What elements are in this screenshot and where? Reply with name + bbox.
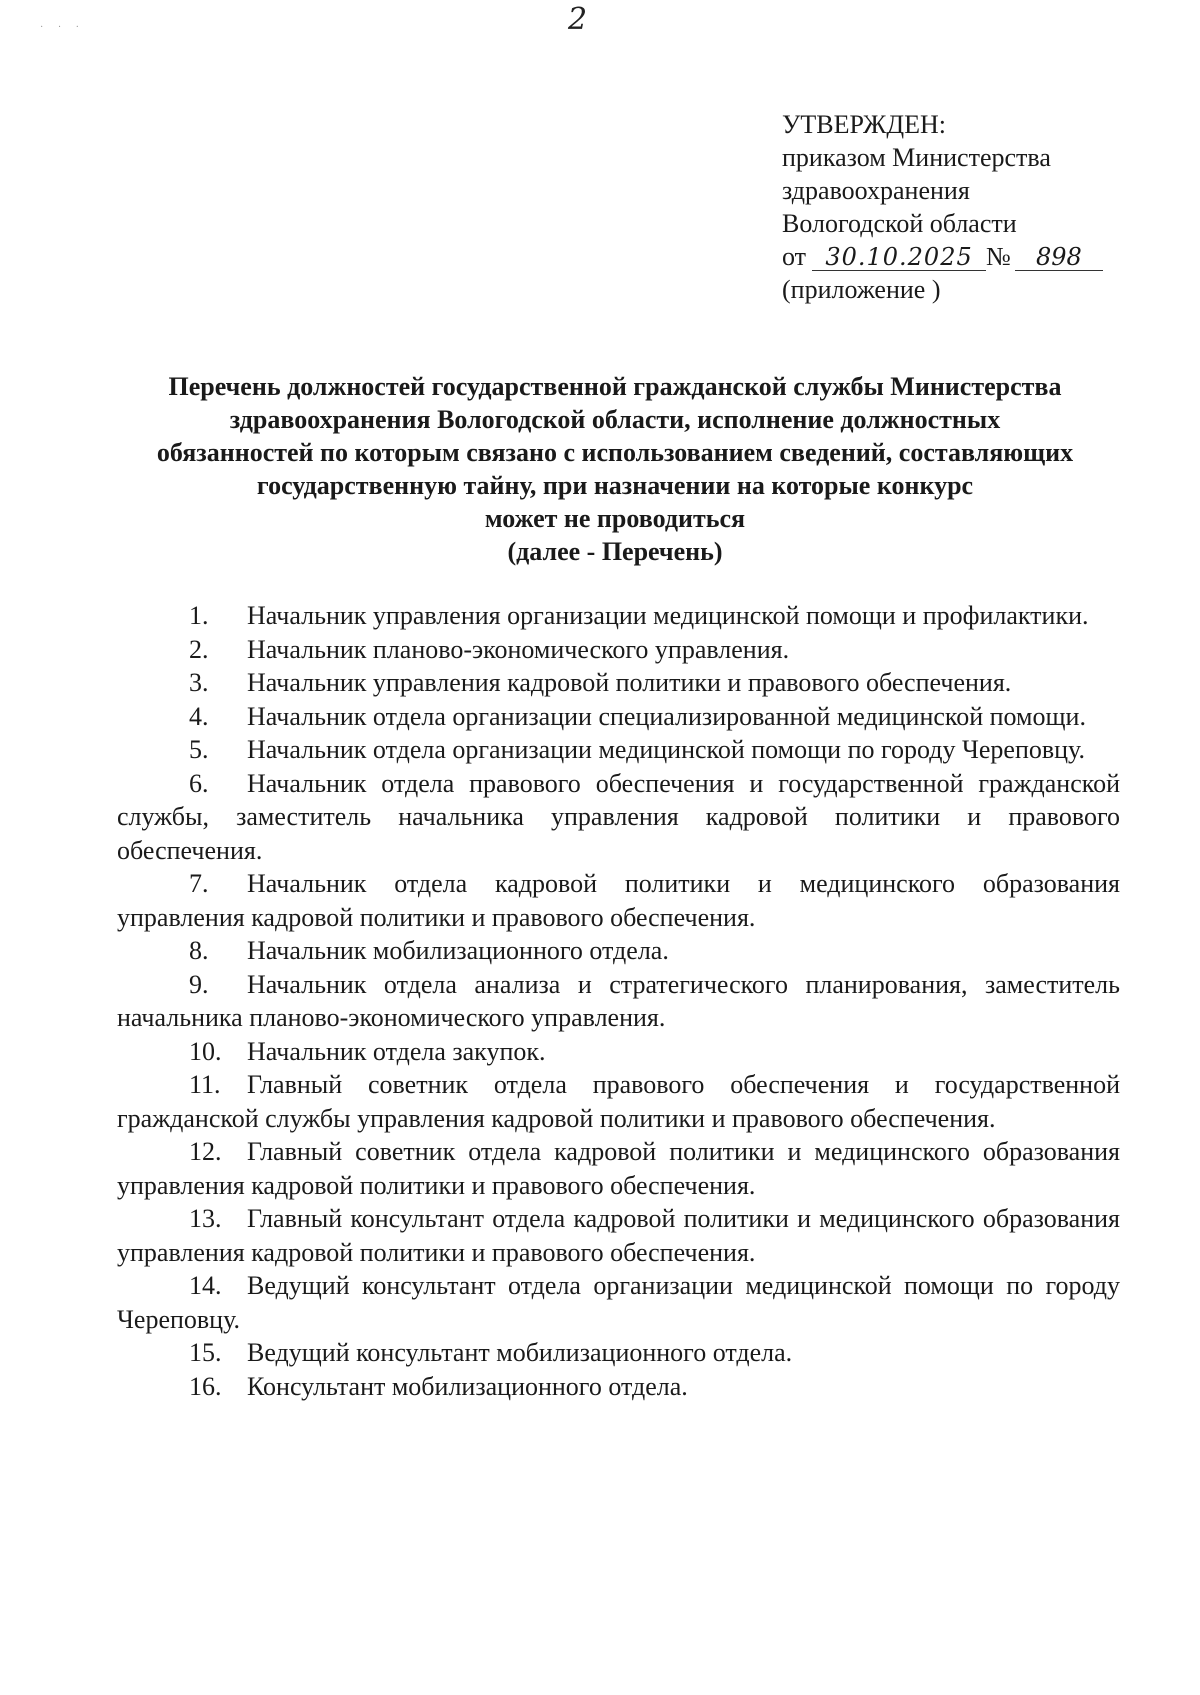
appendix-label: (приложение ) [782, 275, 941, 304]
item-number: 7. [189, 869, 209, 898]
list-item [117, 733, 1120, 767]
item-number: 16. [189, 1371, 222, 1401]
item-text: Начальник управления кадровой политики и правового обеспечения. [247, 668, 1012, 697]
approval-stamp-block [782, 108, 1103, 306]
approval-line: Вологодской области [782, 209, 1017, 238]
item-text: Начальник отдела закупок. [247, 1036, 546, 1066]
positions-list [117, 599, 1120, 1403]
approval-date-line [782, 240, 1103, 273]
page-number: 2 [568, 2, 588, 37]
list-item [117, 1068, 1120, 1135]
title-line: Перечень должностей государственной гражданской службы Министерства [168, 372, 1062, 401]
item-number: 4. [189, 701, 209, 731]
number-sign: № [986, 242, 1011, 271]
item-text: Начальник планово-экономического управления. [247, 634, 790, 664]
list-item [117, 1135, 1120, 1202]
item-number: 12. [189, 1137, 222, 1166]
item-number: 3. [189, 668, 209, 697]
item-number: 2. [189, 634, 209, 664]
item-number: 9. [189, 969, 209, 999]
list-item [117, 700, 1120, 734]
list-item [117, 1035, 1120, 1069]
list-item [117, 767, 1120, 868]
list-item [117, 633, 1120, 667]
item-text: Начальник отдела кадровой политики и медицинского образования управления кадровой политики и правового обеспечения. [117, 869, 1120, 932]
item-text: Консультант мобилизационного отдела. [247, 1371, 688, 1401]
list-item [117, 666, 1120, 700]
approval-heading: УТВЕРЖДЕН: [782, 110, 946, 139]
item-number: 8. [189, 936, 209, 965]
item-number: 14. [189, 1271, 222, 1300]
item-number: 5. [189, 735, 209, 764]
item-text: Начальник отдела организации медицинской помощи по городу Череповцу. [247, 735, 1085, 764]
item-number: 6. [189, 768, 209, 798]
list-item [117, 1370, 1120, 1404]
item-text: Начальник мобилизационного отдела. [247, 936, 669, 965]
list-item [117, 1269, 1120, 1336]
handwritten-date: 30.10.2025 [812, 244, 986, 271]
item-text: Главный советник отдела правового обеспечения и государственной гражданской службы управления кадровой политики и правового обеспечения. [117, 1070, 1120, 1133]
list-item [117, 968, 1120, 1035]
handwritten-number: 898 [1015, 244, 1103, 271]
title-line: государственную тайну, при назначении на которые конкурс [256, 471, 974, 500]
list-item [117, 934, 1120, 968]
list-item [117, 867, 1120, 934]
list-item [117, 1336, 1120, 1370]
title-line: (далее - Перечень) [507, 537, 723, 566]
item-text: Главный консультант отдела кадровой политики и медицинского образования управления кадровой политики и правового обеспечения. [117, 1204, 1120, 1267]
item-text: Начальник отдела организации специализированной медицинской помощи. [247, 701, 1086, 731]
document-title [110, 370, 1120, 568]
list-item [117, 1202, 1120, 1269]
item-text: Начальник отдела анализа и стратегического планирования, заместитель начальника планово-экономического управления. [117, 969, 1120, 1032]
item-number: 13. [189, 1204, 222, 1233]
item-number: 15. [189, 1338, 222, 1367]
title-line: обязанностей по которым связано с использованием сведений, составляющих [156, 438, 1074, 467]
item-number: 11. [189, 1070, 221, 1099]
title-line: может не проводиться [484, 504, 746, 533]
item-text: Ведущий консультант отдела организации медицинской помощи по городу Череповцу. [117, 1271, 1120, 1334]
item-text: Главный советник отдела кадровой политики и медицинского образования управления кадровой политики и правового обеспечения. [117, 1137, 1120, 1200]
item-text: Начальник отдела правового обеспечения и государственной гражданской службы, заместитель начальника управления кадровой политики и правового обеспечения. [117, 768, 1120, 865]
list-item [117, 599, 1120, 633]
title-line: здравоохранения Вологодской области, исполнение должностных [229, 405, 1001, 434]
approval-line: здравоохранения [782, 176, 970, 205]
approval-line: приказом Министерства [782, 143, 1051, 172]
item-number: 10. [189, 1036, 222, 1066]
item-text: Ведущий консультант мобилизационного отдела. [247, 1338, 793, 1367]
item-number: 1. [189, 601, 209, 630]
scan-specks: · · · [40, 22, 85, 33]
date-prefix: от [782, 242, 807, 271]
item-text: Начальник управления организации медицинской помощи и профилактики. [247, 601, 1089, 630]
